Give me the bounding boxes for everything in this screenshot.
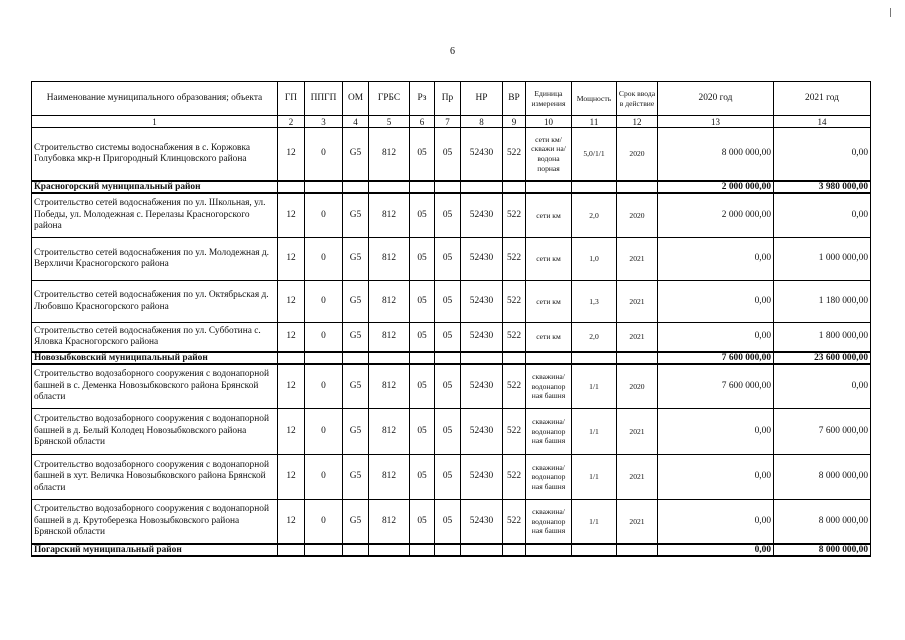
table-row (32, 193, 871, 238)
row-rz: 05 (410, 323, 435, 353)
row-amount-2020: 0,00 (658, 281, 774, 323)
row-amount-2021: 1 800 000,00 (774, 323, 871, 353)
row-gp: 12 (278, 281, 305, 323)
row-power: 2,0 (572, 323, 617, 353)
row-nr: 52430 (461, 128, 503, 182)
column-number: 1 (32, 116, 278, 128)
row-term: 2020 (617, 128, 658, 182)
row-term: 2021 (617, 238, 658, 281)
empty-cell (526, 544, 572, 556)
row-om: G5 (343, 238, 369, 281)
empty-cell (435, 181, 461, 193)
header-row (32, 82, 871, 116)
row-gp: 12 (278, 193, 305, 238)
row-nr: 52430 (461, 323, 503, 353)
header-vr: ВР (503, 82, 526, 116)
header-ppgp: ППГП (305, 82, 343, 116)
column-number: 12 (617, 116, 658, 128)
empty-cell (526, 352, 572, 364)
row-amount-2020: 0,00 (658, 500, 774, 545)
row-ppgp: 0 (305, 238, 343, 281)
row-power: 2,0 (572, 193, 617, 238)
district-total-2021: 23 600 000,00 (774, 352, 871, 364)
district-total-2021: 3 980 000,00 (774, 181, 871, 193)
empty-cell (572, 544, 617, 556)
row-power: 1/1 (572, 455, 617, 500)
row-grbs: 812 (369, 281, 410, 323)
header-grbs: ГРБС (369, 82, 410, 116)
column-number: 8 (461, 116, 503, 128)
row-om: G5 (343, 500, 369, 545)
district-total-2020: 2 000 000,00 (658, 181, 774, 193)
row-name: Строительство водозаборного сооружения с водонапорной башней в с. Деменка Новозыбковского района Брянской области (32, 364, 278, 409)
column-number: 7 (435, 116, 461, 128)
empty-cell (435, 352, 461, 364)
empty-cell (369, 181, 410, 193)
empty-cell (343, 544, 369, 556)
district-name: Красногорский муниципальный район (32, 181, 278, 193)
empty-cell (617, 544, 658, 556)
row-rz: 05 (410, 409, 435, 455)
row-pr: 05 (435, 128, 461, 182)
row-grbs: 812 (369, 364, 410, 409)
row-amount-2021: 0,00 (774, 128, 871, 182)
row-nr: 52430 (461, 281, 503, 323)
row-pr: 05 (435, 364, 461, 409)
empty-cell (435, 544, 461, 556)
empty-cell (410, 352, 435, 364)
row-grbs: 812 (369, 323, 410, 353)
table-row (32, 409, 871, 455)
row-ppgp: 0 (305, 323, 343, 353)
row-ppgp: 0 (305, 409, 343, 455)
row-rz: 05 (410, 455, 435, 500)
row-name: Строительство системы водоснабжения в с. Коржовка Голубовка мкр-н Пригородный Клинцовского района (32, 128, 278, 182)
row-vr: 522 (503, 500, 526, 545)
row-vr: 522 (503, 364, 526, 409)
row-gp: 12 (278, 128, 305, 182)
empty-cell (503, 181, 526, 193)
column-number: 13 (658, 116, 774, 128)
row-amount-2021: 0,00 (774, 193, 871, 238)
row-term: 2021 (617, 323, 658, 353)
row-rz: 05 (410, 281, 435, 323)
header-term: Срок ввода в действие (617, 82, 658, 116)
table-row (32, 281, 871, 323)
header-pr: Пр (435, 82, 461, 116)
table-row (32, 128, 871, 182)
header-rz: Рз (410, 82, 435, 116)
row-amount-2020: 0,00 (658, 238, 774, 281)
row-unit: скважина/ водонапор ная башня (526, 409, 572, 455)
row-gp: 12 (278, 364, 305, 409)
row-pr: 05 (435, 193, 461, 238)
row-unit: скважина/ водонапор ная башня (526, 364, 572, 409)
table-row (32, 238, 871, 281)
row-unit: сети км (526, 323, 572, 353)
column-number: 5 (369, 116, 410, 128)
empty-cell (369, 352, 410, 364)
column-number: 14 (774, 116, 871, 128)
empty-cell (278, 352, 305, 364)
row-amount-2021: 8 000 000,00 (774, 500, 871, 545)
row-rz: 05 (410, 500, 435, 545)
column-number: 3 (305, 116, 343, 128)
row-amount-2020: 2 000 000,00 (658, 193, 774, 238)
empty-cell (410, 181, 435, 193)
row-om: G5 (343, 128, 369, 182)
district-name: Новозыбковский муниципальный район (32, 352, 278, 364)
row-power: 1/1 (572, 409, 617, 455)
row-term: 2021 (617, 455, 658, 500)
empty-cell (617, 352, 658, 364)
row-power: 1,0 (572, 238, 617, 281)
row-rz: 05 (410, 193, 435, 238)
row-gp: 12 (278, 238, 305, 281)
row-rz: 05 (410, 238, 435, 281)
row-name: Строительство водозаборного сооружения с водонапорной башней в хут. Величка Новозыбковского района Брянской области (32, 455, 278, 500)
row-pr: 05 (435, 281, 461, 323)
row-nr: 52430 (461, 455, 503, 500)
row-power: 1/1 (572, 500, 617, 545)
row-name: Строительство сетей водоснабжения по ул. Субботина с. Яловка Красногорского района (32, 323, 278, 353)
table-row (32, 323, 871, 353)
row-pr: 05 (435, 455, 461, 500)
header-2021: 2021 год (774, 82, 871, 116)
row-gp: 12 (278, 323, 305, 353)
table-row (32, 500, 871, 545)
empty-cell (410, 544, 435, 556)
column-number: 4 (343, 116, 369, 128)
row-vr: 522 (503, 128, 526, 182)
row-amount-2021: 1 000 000,00 (774, 238, 871, 281)
row-term: 2021 (617, 281, 658, 323)
column-number: 2 (278, 116, 305, 128)
row-grbs: 812 (369, 455, 410, 500)
row-amount-2021: 8 000 000,00 (774, 455, 871, 500)
empty-cell (369, 544, 410, 556)
empty-cell (572, 181, 617, 193)
row-gp: 12 (278, 500, 305, 545)
budget-table (31, 81, 871, 557)
row-name: Строительство сетей водоснабжения по ул. Октябрьская д. Любовшо Красногорского района (32, 281, 278, 323)
row-gp: 12 (278, 409, 305, 455)
row-grbs: 812 (369, 193, 410, 238)
row-pr: 05 (435, 238, 461, 281)
row-amount-2020: 0,00 (658, 323, 774, 353)
row-vr: 522 (503, 193, 526, 238)
row-amount-2021: 7 600 000,00 (774, 409, 871, 455)
empty-cell (503, 352, 526, 364)
table-row (32, 364, 871, 409)
row-pr: 05 (435, 409, 461, 455)
page-number: 6 (450, 46, 455, 57)
header-unit: Единица измерения (526, 82, 572, 116)
row-power: 1/1 (572, 364, 617, 409)
empty-cell (526, 181, 572, 193)
table-row (32, 455, 871, 500)
empty-cell (461, 352, 503, 364)
row-amount-2021: 0,00 (774, 364, 871, 409)
row-gp: 12 (278, 455, 305, 500)
empty-cell (305, 544, 343, 556)
header-name: Наименование муниципального образования; объекта (32, 82, 278, 116)
district-total-2020: 0,00 (658, 544, 774, 556)
row-unit: скважина/ водонапор ная башня (526, 500, 572, 545)
row-term: 2020 (617, 364, 658, 409)
scan-edge-mark (890, 8, 891, 17)
empty-cell (343, 352, 369, 364)
row-term: 2021 (617, 409, 658, 455)
empty-cell (461, 544, 503, 556)
row-amount-2021: 1 180 000,00 (774, 281, 871, 323)
row-term: 2021 (617, 500, 658, 545)
district-total-2020: 7 600 000,00 (658, 352, 774, 364)
row-ppgp: 0 (305, 128, 343, 182)
row-om: G5 (343, 281, 369, 323)
row-term: 2020 (617, 193, 658, 238)
row-vr: 522 (503, 238, 526, 281)
row-nr: 52430 (461, 364, 503, 409)
row-name: Строительство водозаборного сооружения с водонапорной башней в д. Белый Колодец Новозыбковского района Брянской области (32, 409, 278, 455)
row-amount-2020: 0,00 (658, 409, 774, 455)
header-power: Мощность (572, 82, 617, 116)
row-pr: 05 (435, 323, 461, 353)
empty-cell (278, 544, 305, 556)
row-vr: 522 (503, 455, 526, 500)
row-rz: 05 (410, 128, 435, 182)
row-amount-2020: 7 600 000,00 (658, 364, 774, 409)
row-unit: сети км (526, 281, 572, 323)
row-ppgp: 0 (305, 455, 343, 500)
row-grbs: 812 (369, 128, 410, 182)
row-grbs: 812 (369, 409, 410, 455)
empty-cell (617, 181, 658, 193)
row-ppgp: 0 (305, 364, 343, 409)
row-ppgp: 0 (305, 281, 343, 323)
column-number: 11 (572, 116, 617, 128)
row-grbs: 812 (369, 238, 410, 281)
row-nr: 52430 (461, 409, 503, 455)
column-number-row (32, 116, 871, 128)
row-om: G5 (343, 409, 369, 455)
row-unit: сети км (526, 238, 572, 281)
row-nr: 52430 (461, 500, 503, 545)
row-ppgp: 0 (305, 500, 343, 545)
row-vr: 522 (503, 281, 526, 323)
row-unit: скважина/ водонапор ная башня (526, 455, 572, 500)
row-grbs: 812 (369, 500, 410, 545)
row-om: G5 (343, 193, 369, 238)
row-om: G5 (343, 323, 369, 353)
row-power: 1,3 (572, 281, 617, 323)
row-unit: сети км (526, 193, 572, 238)
district-total-2021: 8 000 000,00 (774, 544, 871, 556)
empty-cell (343, 181, 369, 193)
district-total-row (32, 352, 871, 364)
column-number: 9 (503, 116, 526, 128)
row-om: G5 (343, 455, 369, 500)
row-pr: 05 (435, 500, 461, 545)
row-name: Строительство сетей водоснабжения по ул. Молодежная д. Верхличи Красногорского района (32, 238, 278, 281)
empty-cell (305, 352, 343, 364)
row-vr: 522 (503, 323, 526, 353)
district-total-row (32, 544, 871, 556)
row-unit: сети км/скважи на/водона порная (526, 128, 572, 182)
empty-cell (305, 181, 343, 193)
row-vr: 522 (503, 409, 526, 455)
table-body (32, 82, 871, 557)
header-nr: НР (461, 82, 503, 116)
row-name: Строительство водозаборного сооружения с водонапорной башней в д. Крутоберезка Новозыбковского района Брянской области (32, 500, 278, 545)
column-number: 10 (526, 116, 572, 128)
empty-cell (461, 181, 503, 193)
row-om: G5 (343, 364, 369, 409)
empty-cell (503, 544, 526, 556)
district-total-row (32, 181, 871, 193)
row-ppgp: 0 (305, 193, 343, 238)
header-gp: ГП (278, 82, 305, 116)
row-power: 5,0/1/1 (572, 128, 617, 182)
row-nr: 52430 (461, 193, 503, 238)
row-rz: 05 (410, 364, 435, 409)
row-nr: 52430 (461, 238, 503, 281)
row-amount-2020: 0,00 (658, 455, 774, 500)
header-2020: 2020 год (658, 82, 774, 116)
row-name: Строительство сетей водоснабжения по ул. Школьная, ул. Победы, ул. Молодежная с. Перелазы Красногорского района (32, 193, 278, 238)
row-amount-2020: 8 000 000,00 (658, 128, 774, 182)
district-name: Погарский муниципальный район (32, 544, 278, 556)
header-om: ОМ (343, 82, 369, 116)
empty-cell (278, 181, 305, 193)
column-number: 6 (410, 116, 435, 128)
empty-cell (572, 352, 617, 364)
